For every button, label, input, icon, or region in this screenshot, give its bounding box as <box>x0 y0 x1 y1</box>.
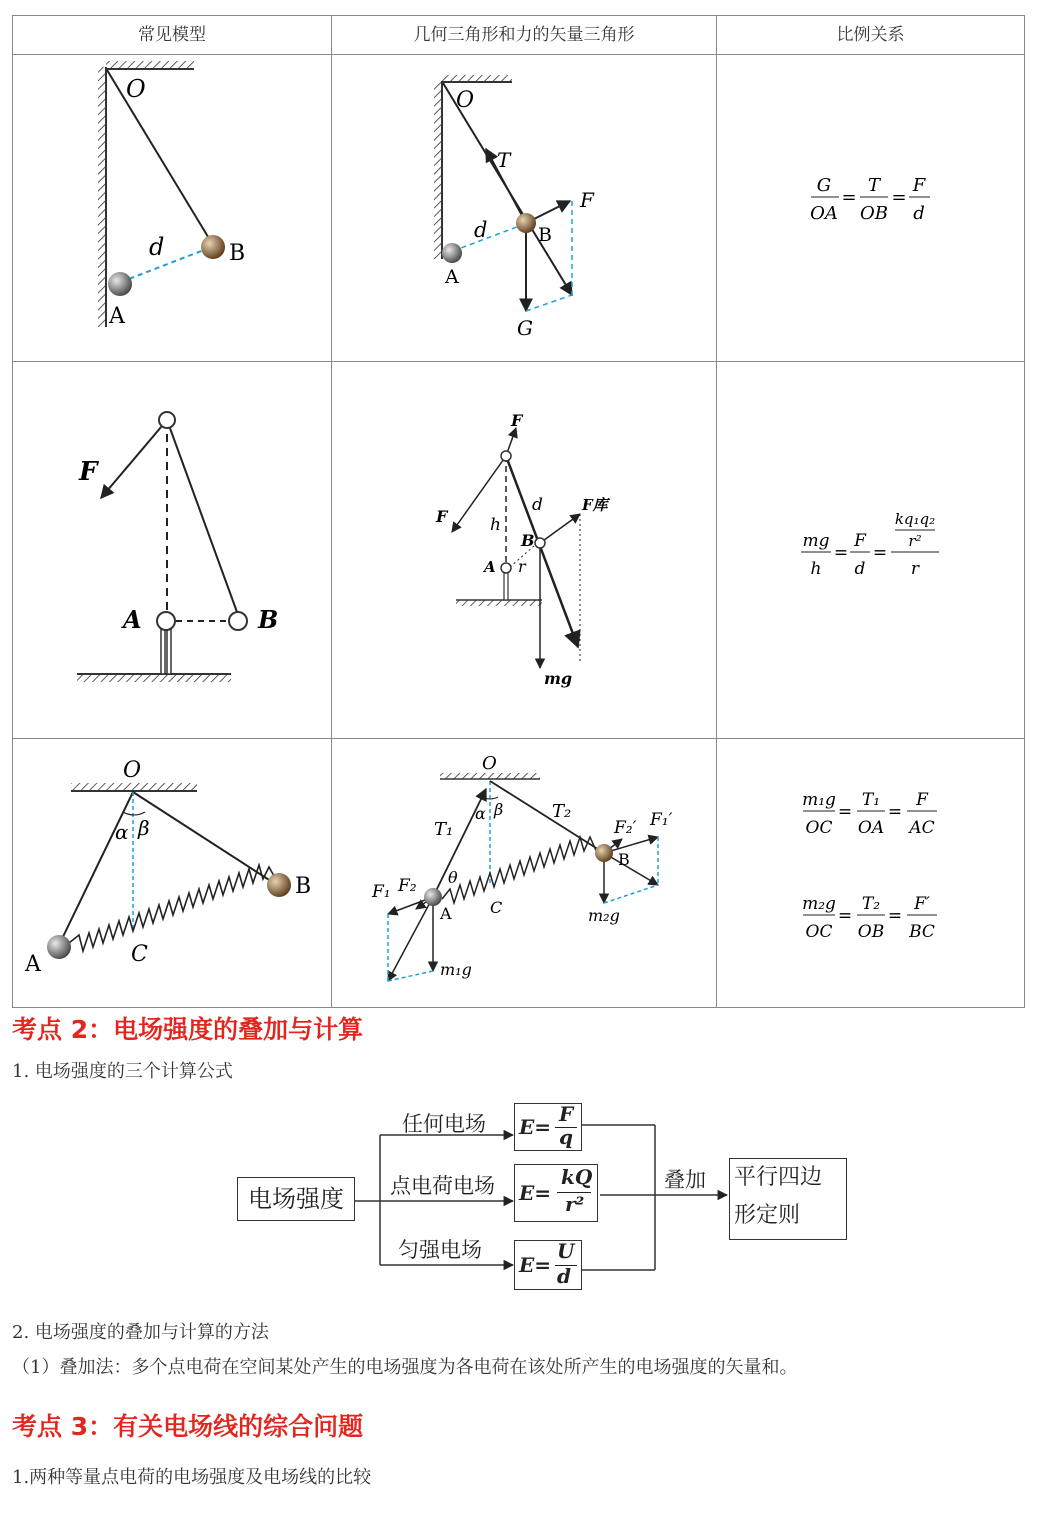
label-alpha: α <box>115 820 129 844</box>
svg-text:kq₁q₂: kq₁q₂ <box>894 510 936 528</box>
label-B: B <box>295 874 312 899</box>
header-ratio: 比例关系 <box>717 16 1025 55</box>
svg-text:OA: OA <box>857 818 885 838</box>
row2-ratio-formula <box>717 362 1024 734</box>
svg-text:d: d <box>854 559 866 579</box>
svg-text:T: T <box>867 175 881 196</box>
label-B: B <box>521 531 535 550</box>
label-B: B <box>258 605 279 634</box>
svg-text:OB: OB <box>857 922 885 942</box>
label-T2: T₂ <box>552 801 572 822</box>
comparison-table <box>12 15 1025 1008</box>
label-B: B <box>618 850 630 869</box>
label-beta: β <box>494 800 504 819</box>
svg-text:OC: OC <box>805 818 833 838</box>
result-box: 平行四边 形定则 <box>729 1158 847 1240</box>
svg-text:d: d <box>913 203 925 224</box>
svg-text:OC: OC <box>805 922 833 942</box>
header-vector-triangle: 几何三角形和力的矢量三角形 <box>332 16 717 55</box>
svg-text:=: = <box>891 187 907 208</box>
svg-text:G: G <box>816 175 832 196</box>
section3-item1: 1.两种等量点电荷的电场强度及电场线的比较 <box>12 1467 372 1488</box>
label-d: d <box>532 495 543 515</box>
svg-text:r: r <box>910 559 920 579</box>
row1-model-diagram <box>13 55 331 357</box>
label-T1: T₁ <box>434 819 454 840</box>
label-r: r <box>518 557 526 576</box>
label-A: A <box>440 904 452 923</box>
label-A: A <box>484 558 496 576</box>
svg-text:=: = <box>887 802 903 822</box>
row2-vector-diagram <box>332 362 716 734</box>
svg-text:T₂: T₂ <box>861 894 881 914</box>
label-F: F <box>79 457 98 487</box>
label-F-left: F <box>436 507 448 526</box>
label-G: G <box>517 316 533 340</box>
section2-item2-1: （1）叠加法：多个点电荷在空间某处产生的电场强度为各电荷在该处所产生的电场强度的矢量和。 <box>12 1357 798 1378</box>
svg-text:=: = <box>833 543 849 563</box>
row1-model-cell <box>13 55 332 362</box>
row2-vector-cell <box>332 362 717 739</box>
row2-model-diagram <box>13 362 331 734</box>
formula-box-3: E= U d <box>514 1240 582 1290</box>
svg-text:F: F <box>854 531 866 551</box>
section3-title: 考点 3：有关电场线的综合问题 <box>12 1412 364 1441</box>
svg-text:F: F <box>912 175 926 196</box>
label-h: h <box>490 515 501 535</box>
merge-label: 叠加 <box>664 1168 706 1192</box>
formula-box-1: E= F q <box>514 1103 582 1151</box>
label-mg: mg <box>544 669 573 688</box>
svg-text:=: = <box>837 802 853 822</box>
svg-text:AC: AC <box>909 818 935 838</box>
label-F2-prime: F₂′ <box>614 818 637 838</box>
row1-ratio-formula <box>717 55 1024 357</box>
section2-title: 考点 2：电场强度的叠加与计算 <box>12 1015 364 1044</box>
label-F1-prime: F₁′ <box>650 810 673 830</box>
svg-text:T₁: T₁ <box>861 790 881 810</box>
row2-ratio-cell <box>717 362 1025 739</box>
label-O: O <box>482 753 497 774</box>
branch-point-charge: 点电荷电场 <box>390 1174 495 1198</box>
svg-text:r²: r² <box>908 532 922 550</box>
label-F-coulomb: F库 <box>582 496 608 514</box>
label-F-top: F <box>511 411 523 430</box>
row3-model-diagram <box>13 739 331 1003</box>
row3-vector-diagram <box>332 739 716 1003</box>
branch-uniform-field: 匀强电场 <box>398 1238 482 1262</box>
label-A: A <box>109 304 125 329</box>
row3-ratio-formulas <box>717 739 1024 1003</box>
label-m2g: m₂g <box>588 906 620 925</box>
label-beta: β <box>138 816 150 840</box>
formula-box-2: E= kQ r² <box>514 1164 598 1222</box>
label-B: B <box>229 241 246 266</box>
svg-text:m₁g: m₁g <box>802 790 836 810</box>
svg-text:m₂g: m₂g <box>802 894 836 914</box>
row3-ratio-cell <box>717 739 1025 1008</box>
label-d: d <box>149 233 165 261</box>
label-d: d <box>474 218 488 242</box>
row1-vector-diagram <box>332 55 716 357</box>
label-F2: F₂ <box>398 876 417 896</box>
label-O: O <box>126 75 146 103</box>
label-C: C <box>490 898 503 917</box>
svg-text:mg: mg <box>802 531 830 551</box>
svg-text:BC: BC <box>909 922 935 942</box>
root-box: 电场强度 <box>237 1177 355 1221</box>
section2-item2: 2. 电场强度的叠加与计算的方法 <box>12 1322 269 1343</box>
label-O: O <box>456 88 475 113</box>
header-common-model: 常见模型 <box>13 16 332 55</box>
label-B: B <box>538 224 552 246</box>
label-theta: θ <box>448 868 458 887</box>
svg-text:=: = <box>837 906 853 926</box>
label-m1g: m₁g <box>440 960 472 979</box>
row3-vector-cell <box>332 739 717 1008</box>
svg-text:OB: OB <box>860 203 888 224</box>
branch-any-field: 任何电场 <box>402 1112 486 1136</box>
row1-ratio-cell <box>717 55 1025 362</box>
label-A: A <box>123 605 142 634</box>
svg-text:OA: OA <box>810 203 838 224</box>
row2-model-cell <box>13 362 332 739</box>
label-O: O <box>123 758 142 783</box>
svg-text:=: = <box>841 187 857 208</box>
svg-text:h: h <box>810 559 822 579</box>
svg-text:=: = <box>887 906 903 926</box>
label-alpha: α <box>475 804 486 823</box>
row3-model-cell <box>13 739 332 1008</box>
label-T: T <box>497 148 511 172</box>
svg-text:F: F <box>916 790 928 810</box>
label-A: A <box>25 952 41 977</box>
row1-vector-cell <box>332 55 717 362</box>
svg-text:F′: F′ <box>914 894 930 914</box>
label-F: F <box>580 188 594 212</box>
label-C: C <box>131 942 148 967</box>
label-A: A <box>445 266 459 288</box>
svg-text:=: = <box>872 543 888 563</box>
section2-item1: 1. 电场强度的三个计算公式 <box>12 1061 233 1082</box>
label-F1: F₁ <box>372 882 391 902</box>
